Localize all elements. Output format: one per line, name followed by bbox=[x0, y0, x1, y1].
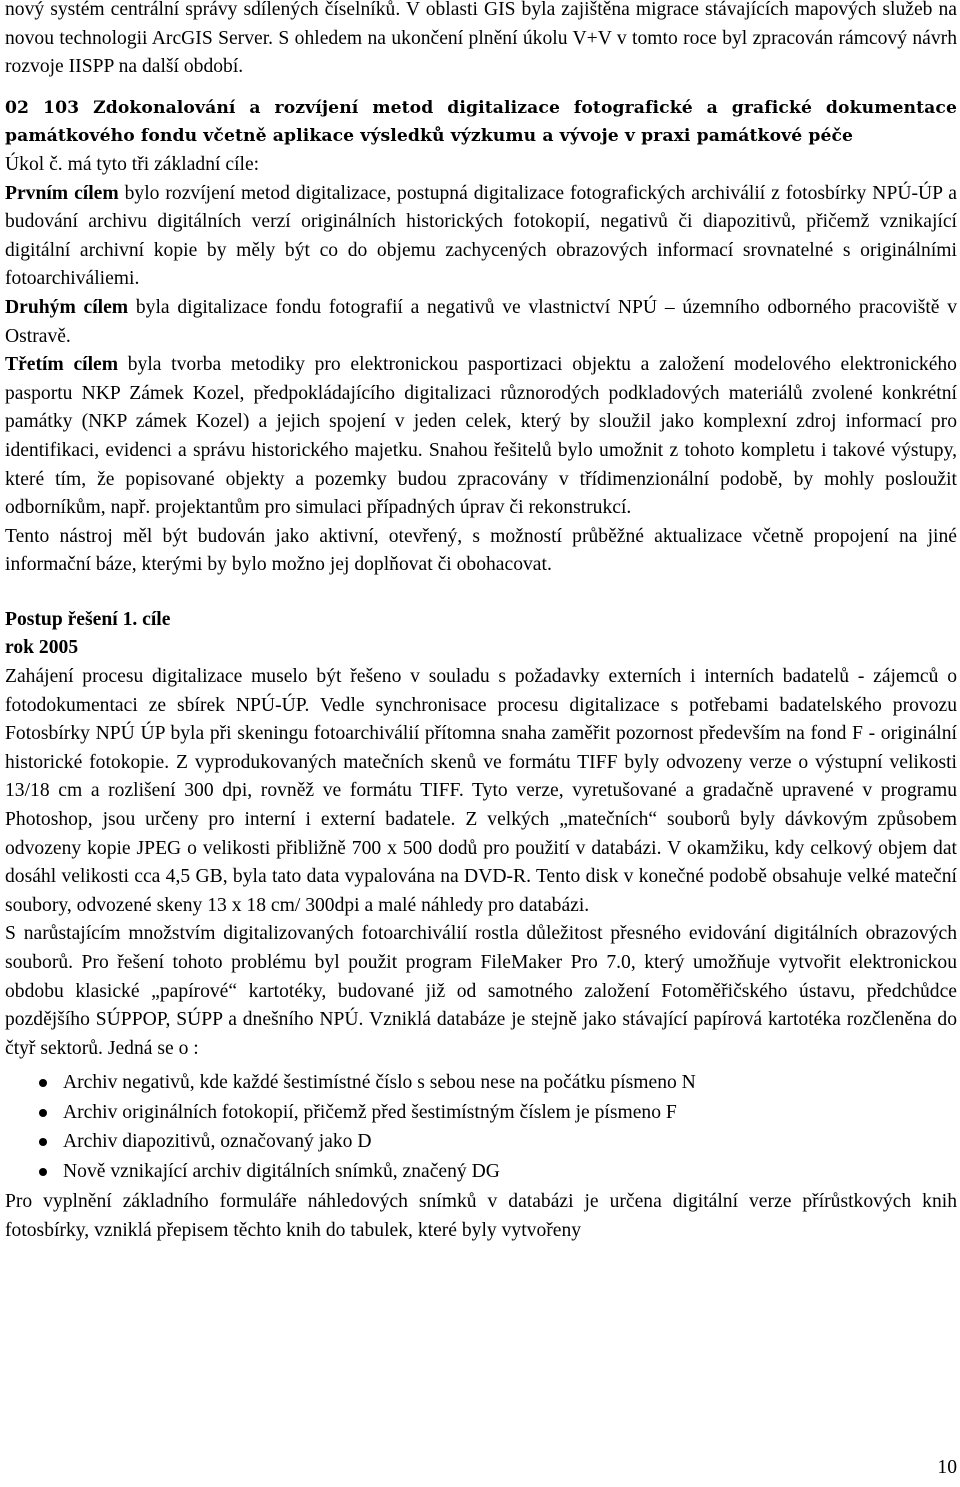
goal-3-label: Třetím cílem bbox=[5, 354, 119, 376]
intro-paragraph: nový systém centrální správy sdílených číselníků. V oblasti GIS byla zajištěna migrace stávajících mapových služeb na novou technologii ArcGIS Server. S ohledem na ukončení plnění úkolu V+V v tomto roce byl zpracován rámcový návrh rozvoje IISPP na další období. bbox=[5, 0, 957, 78]
procedure-heading: Postup řešení 1. cíle bbox=[5, 608, 171, 630]
archive-list bbox=[5, 1068, 957, 1186]
page-number: 10 bbox=[937, 1457, 957, 1478]
spacer bbox=[5, 82, 957, 94]
closing-paragraph: Pro vyplnění základního formuláře náhledových snímků v databázi je určena digitální verze přírůstkových knih fotosbírky, vzniklá přepisem těchto knih do tabulek, které byly vytvořeny bbox=[5, 1191, 957, 1241]
bullet-icon bbox=[39, 1168, 47, 1176]
goal-1-paragraph bbox=[5, 180, 957, 294]
document-page bbox=[5, 0, 957, 1246]
list-item bbox=[5, 1157, 957, 1187]
list-item-text: Archiv originálních fotokopií, přičemž před šestimístným číslem je písmeno F bbox=[63, 1101, 677, 1123]
goal-2-text: byla digitalizace fondu fotografií a negativů ve vlastnictví NPÚ – územního odborného pracoviště v Ostravě. bbox=[5, 296, 957, 347]
procedure-paragraph-1: Zahájení procesu digitalizace muselo být řešeno v souladu s požadavky externích i interních badatelů - zájemců o fotodokumentaci ze sbírek NPÚ-ÚP. Vedle synchronisace procesu digitalizace s potřebami badatelského provozu Fotosbírky NPÚ ÚP byla při skeningu fotoarchiválií přítomna snaha zaměřit pozornost především na fond F - originální historické fotokopie. Z vyprodukovaných matečních skenů ve formátu TIFF byly odvozeny verze o výstupní velikosti 13/18 cm a rozlišení 300 dpi, rovněž ve formátu TIFF. Tyto verze, vyretušované a gradačně upravené v programu Photoshop, jsou určeny pro interní i externí badatele. Z velkých „matečních“ souborů byly dávkovým způsobem odvozeny kopie JPEG o velikosti přibližně 700 x 500 dodů pro použití v databázi. V okamžiku, kdy celkový objem dat dosáhl velikosti cca 4,5 GB, byla tato data vypalována na DVD-R. Tento disk v konečné podobě obsahuje velké mateční soubory, odvozené skeny 13 x 18 cm/ 300dpi a malé náhledy pro databázi. bbox=[5, 666, 957, 916]
goal-3-text: byla tvorba metodiky pro elektronickou pasportizaci objektu a založení modelového elektronického pasportu NKP Zámek Kozel, předpokládajícího digitalizaci různorodých podkladových materiálů zvolené konkrétní památky (NKP zámek Kozel) a jejich spojení v jeden celek, který by sloužil jako komplexní zdroj informací pro identifikaci, evidenci a správu historického majetku. Snahou řešitelů bylo umožnit z tohoto kompletu i takové výstupy, které tím, že popisované objekty a pozemky budou zpracovány v třídimenzionální podobě, by mohly posloužit odborníkům, např. projektantům pro simulaci případných úprav či rekonstrukcí. bbox=[5, 354, 957, 519]
list-item bbox=[5, 1068, 957, 1098]
goal-1-label: Prvním cílem bbox=[5, 182, 119, 204]
task-intro: Úkol č. má tyto tři základní cíle: bbox=[5, 153, 260, 175]
bullet-icon bbox=[39, 1109, 47, 1117]
tool-paragraph: Tento nástroj měl být budován jako aktivní, otevřený, s možností průběžné aktualizace včetně propojení na jiné informační báze, kterými by bylo možno jej doplňovat či obohacovat. bbox=[5, 525, 957, 576]
list-item bbox=[5, 1127, 957, 1157]
section-heading: 02 103 Zdokonalování a rozvíjení metod digitalizace fotografické a grafické dokumentace památkového fondu včetně aplikace výsledků výzkumu a vývoje v praxi památkové péče bbox=[5, 97, 957, 147]
goal-3-paragraph bbox=[5, 351, 957, 523]
list-item-text: Nově vznikající archiv digitálních snímků, značený DG bbox=[63, 1160, 500, 1182]
list-item-text: Archiv diapozitivů, označovaný jako D bbox=[63, 1131, 372, 1153]
spacer bbox=[5, 580, 957, 606]
goal-2-label: Druhým cílem bbox=[5, 296, 129, 318]
goal-1-text: bylo rozvíjení metod digitalizace, postupná digitalizace fotografických archiválií z fotosbírky NPÚ-ÚP a budování archivu digitálních verzí originálních historických fotokopií, negativů či diapozitivů, přičemž vznikající digitální archivní kopie by měly být co do objemu zachycených obrazových informací srovnatelné s originálními fotoarchiváliemi. bbox=[5, 182, 957, 290]
list-item-text: Archiv negativů, kde každé šestimístné číslo s sebou nese na počátku písmeno N bbox=[63, 1072, 696, 1094]
bullet-icon bbox=[39, 1138, 47, 1146]
goal-2-paragraph bbox=[5, 294, 957, 351]
procedure-paragraph-2: S narůstajícím množstvím digitalizovaných fotoarchiválií rostla důležitost přesného evidování digitálních obrazových souborů. Pro řešení tohoto problému byl použit program FileMaker Pro 7.0, který umožňuje vytvořit elektronickou obdobu klasické „papírové“ kartotéky, budované již od samotného založení Fotoměřičského ústavu, předchůdce pozdějšího SÚPPOP, SÚPP a dnešního NPÚ. Vzniklá databáze je stejně jako stávající papírová kartotéka rozčleněna do čtyř sektorů. Jedná se o : bbox=[5, 923, 957, 1059]
list-item bbox=[5, 1098, 957, 1128]
bullet-icon bbox=[39, 1079, 47, 1087]
year-heading: rok 2005 bbox=[5, 637, 79, 659]
